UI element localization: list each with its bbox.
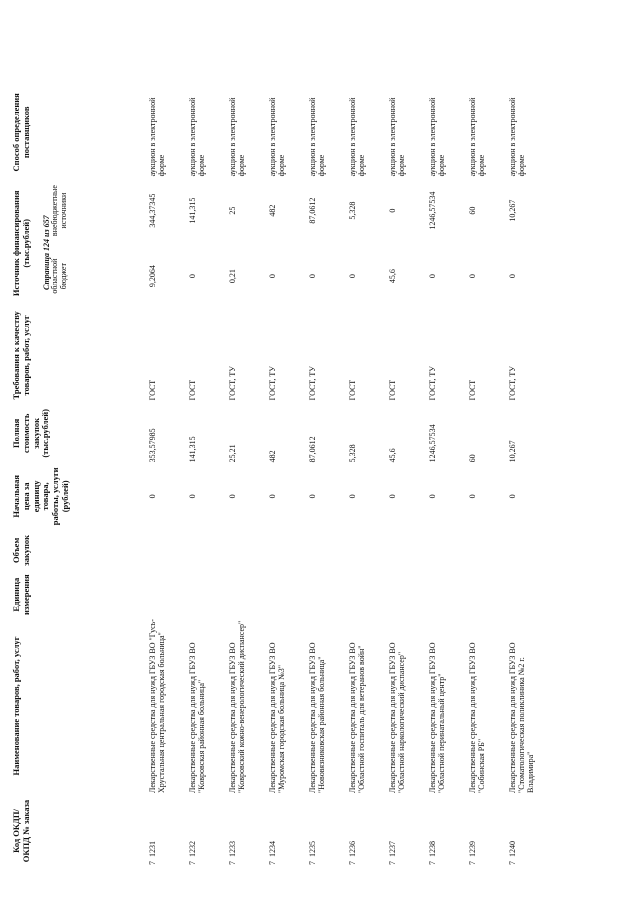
table-row bbox=[268, 86, 308, 867]
row-name: Лекарственные средства для нужд ГБУЗ ВО "Ковровская районная больница" bbox=[188, 642, 207, 793]
row-volume bbox=[388, 528, 428, 572]
row-volume bbox=[228, 528, 268, 572]
header-method: Способ определения поставщиков bbox=[11, 93, 31, 172]
header-source-split bbox=[50, 180, 68, 306]
row-method: аукцион в электронной форме bbox=[388, 97, 407, 177]
row-order: 1237 bbox=[388, 841, 397, 857]
row-unit bbox=[268, 572, 308, 617]
row-source-split bbox=[268, 180, 277, 306]
row-order: 1232 bbox=[188, 841, 197, 857]
row-total: 482 bbox=[268, 450, 277, 463]
row-name: Лекарственные средства для нужд ГБУЗ ВО "Стоматологическая поликлиника №2 г. Владимира" bbox=[508, 642, 536, 793]
row-price: 0 bbox=[348, 494, 357, 499]
row-source-split bbox=[308, 180, 317, 306]
row-code bbox=[508, 795, 548, 867]
table-row bbox=[428, 86, 468, 867]
row-unit bbox=[468, 572, 508, 617]
row-total: 60 bbox=[468, 454, 477, 463]
row-order: 1236 bbox=[348, 841, 357, 857]
row-method: аукцион в электронной форме bbox=[508, 97, 527, 177]
row-total: 141,315 bbox=[188, 436, 197, 463]
row-method: аукцион в электронной форме bbox=[148, 97, 167, 177]
row-price: 0 bbox=[428, 494, 437, 499]
header-source-title: Источник финансирования (тыс.рублей) bbox=[11, 190, 31, 297]
row-quality: ГОСТ, ТУ bbox=[228, 366, 237, 401]
header-row bbox=[10, 86, 148, 867]
row-source-split bbox=[348, 180, 357, 306]
row-order: 1231 bbox=[148, 841, 157, 857]
row-source bbox=[228, 178, 268, 308]
row-quality: ГОСТ bbox=[188, 379, 197, 401]
row-source bbox=[188, 178, 228, 308]
row-regional: 0,21 bbox=[228, 269, 237, 284]
table-row bbox=[388, 86, 428, 867]
row-price: 0 bbox=[188, 494, 197, 499]
row-source-split bbox=[188, 180, 197, 306]
row-source-split bbox=[428, 180, 437, 306]
row-order: 1233 bbox=[228, 841, 237, 857]
row-quality: ГОСТ, ТУ bbox=[308, 366, 317, 401]
row-regional: 0 bbox=[508, 274, 517, 279]
row-name: Лекарственные средства для нужд ГБУЗ ВО "Областной перинатальный центр" bbox=[428, 642, 447, 793]
row-code bbox=[268, 795, 308, 867]
header-name: Наименование товаров, работ, услуг bbox=[11, 636, 21, 776]
row-method: аукцион в электронной форме bbox=[188, 97, 207, 177]
row-regional: 0 bbox=[428, 274, 437, 279]
row-regional: 9,2064 bbox=[148, 265, 157, 288]
row-regional: 0 bbox=[188, 274, 197, 279]
row-method: аукцион в электронной форме bbox=[428, 97, 447, 177]
row-okdp: 7 bbox=[508, 861, 517, 865]
row-okdp: 7 bbox=[148, 861, 157, 865]
row-volume bbox=[348, 528, 388, 572]
row-extra: 0 bbox=[388, 208, 397, 213]
row-quality: ГОСТ bbox=[468, 379, 477, 401]
row-unit bbox=[388, 572, 428, 617]
row-okdp: 7 bbox=[388, 861, 397, 865]
row-volume bbox=[308, 528, 348, 572]
table-row bbox=[308, 86, 348, 867]
row-okdp: 7 bbox=[468, 861, 477, 865]
row-source bbox=[268, 178, 308, 308]
row-order: 1235 bbox=[308, 841, 317, 857]
row-source bbox=[468, 178, 508, 308]
header-unit: Единица измерения bbox=[11, 574, 31, 615]
row-quality: ГОСТ, ТУ bbox=[428, 366, 437, 401]
row-source-split bbox=[148, 180, 157, 306]
row-source bbox=[388, 178, 428, 308]
table-row bbox=[188, 86, 228, 867]
table-row bbox=[508, 86, 548, 867]
row-method: аукцион в электронной форме bbox=[348, 97, 367, 177]
row-unit bbox=[308, 572, 348, 617]
row-extra: 344,37345 bbox=[148, 193, 157, 228]
table-row bbox=[468, 86, 508, 867]
row-total: 25,21 bbox=[228, 444, 237, 463]
row-regional: 45,6 bbox=[388, 269, 397, 284]
row-extra: 10,267 bbox=[508, 199, 517, 222]
procurement-table bbox=[10, 86, 548, 867]
row-okdp: 7 bbox=[308, 861, 317, 865]
page-footer: Страница 124 из 657 bbox=[42, 215, 51, 290]
row-total: 5,328 bbox=[348, 444, 357, 463]
row-extra: 25 bbox=[228, 206, 237, 215]
header-price: Начальная цена за единицу товара, работы, услуги (рублей) bbox=[11, 467, 70, 526]
row-unit bbox=[508, 572, 548, 617]
row-name: Лекарственные средства для нужд ГБУЗ ВО "Ковровский кожно-венерологический диспансер" bbox=[228, 620, 247, 793]
header-regional: областной бюджет bbox=[49, 258, 68, 294]
row-name: Лекарственные средства для нужд ГБУЗ ВО "Гусь-Хрустальная центральная городская больница" bbox=[148, 619, 167, 793]
row-extra: 482 bbox=[268, 204, 277, 217]
row-quality: ГОСТ, ТУ bbox=[268, 366, 277, 401]
row-method: аукцион в электронной форме bbox=[228, 97, 247, 177]
row-extra: 1246,57534 bbox=[428, 191, 437, 230]
row-price: 0 bbox=[508, 494, 517, 499]
row-source-split bbox=[388, 180, 397, 306]
row-method: аукцион в электронной форме bbox=[308, 97, 327, 177]
row-volume bbox=[468, 528, 508, 572]
row-order: 1238 bbox=[428, 841, 437, 857]
row-extra: 60 bbox=[468, 206, 477, 215]
table-body bbox=[148, 86, 548, 867]
row-price: 0 bbox=[308, 494, 317, 499]
row-source bbox=[348, 178, 388, 308]
row-volume bbox=[148, 528, 188, 572]
row-source bbox=[148, 178, 188, 308]
row-total: 1246,57534 bbox=[428, 424, 437, 463]
row-name: Лекарственные средства для нужд ГБУЗ ВО "Муромская городская больница №3" bbox=[268, 642, 287, 793]
row-source bbox=[508, 178, 548, 308]
row-price: 0 bbox=[148, 494, 157, 499]
row-order: 1239 bbox=[468, 841, 477, 857]
row-method: аукцион в электронной форме bbox=[268, 97, 287, 177]
row-name: Лекарственные средства для нужд ГБУЗ ВО "Областной госпиталь для ветеранов войн" bbox=[348, 642, 367, 793]
row-quality: ГОСТ bbox=[148, 379, 157, 401]
row-order: 1234 bbox=[268, 841, 277, 857]
row-regional: 0 bbox=[308, 274, 317, 279]
row-okdp: 7 bbox=[348, 861, 357, 865]
row-price: 0 bbox=[388, 494, 397, 499]
row-okdp: 7 bbox=[228, 861, 237, 865]
row-name: Лекарственные средства для нужд ГБУЗ ВО "Собинская РБ" bbox=[468, 642, 487, 793]
row-price: 0 bbox=[268, 494, 277, 499]
header-extrabudget: внебюджетные источники bbox=[49, 185, 68, 237]
row-code bbox=[468, 795, 508, 867]
row-quality: ГОСТ bbox=[348, 379, 357, 401]
row-code bbox=[188, 795, 228, 867]
header-code: Код ОКДП/ ОКПД № заказа bbox=[11, 799, 31, 863]
row-source-split bbox=[508, 180, 517, 306]
header-volume: Объем закупок bbox=[11, 534, 31, 566]
row-total: 87,0612 bbox=[308, 436, 317, 463]
row-source bbox=[428, 178, 468, 308]
row-unit bbox=[428, 572, 468, 617]
row-okdp: 7 bbox=[188, 861, 197, 865]
row-okdp: 7 bbox=[268, 861, 277, 865]
header-total: Полная стоимость закупок (тыс.рублей) bbox=[11, 409, 51, 458]
row-unit bbox=[148, 572, 188, 617]
row-unit bbox=[348, 572, 388, 617]
row-extra: 87,0612 bbox=[308, 197, 317, 224]
row-regional: 0 bbox=[468, 274, 477, 279]
row-source-split bbox=[228, 180, 237, 306]
row-total: 353,57985 bbox=[148, 428, 157, 463]
header-source bbox=[10, 178, 148, 308]
row-price: 0 bbox=[228, 494, 237, 499]
row-code bbox=[428, 795, 468, 867]
row-total: 10,267 bbox=[508, 440, 517, 463]
table-row bbox=[148, 86, 188, 867]
row-code bbox=[388, 795, 428, 867]
row-unit bbox=[228, 572, 268, 617]
row-method: аукцион в электронной форме bbox=[468, 97, 487, 177]
row-quality: ГОСТ bbox=[388, 379, 397, 401]
row-source bbox=[308, 178, 348, 308]
row-volume bbox=[508, 528, 548, 572]
row-volume bbox=[188, 528, 228, 572]
row-extra: 5,328 bbox=[348, 201, 357, 220]
row-price: 0 bbox=[468, 494, 477, 499]
header-quality: Требования к качеству товаров, работ, услуг bbox=[11, 311, 31, 400]
row-source-split bbox=[468, 180, 477, 306]
row-code bbox=[228, 795, 268, 867]
row-volume bbox=[268, 528, 308, 572]
row-regional: 0 bbox=[348, 274, 357, 279]
row-quality: ГОСТ, ТУ bbox=[508, 366, 517, 401]
table-row bbox=[348, 86, 388, 867]
row-volume bbox=[428, 528, 468, 572]
row-name: Лекарственные средства для нужд ГБУЗ ВО "Нововязниковская районная больница" bbox=[308, 642, 327, 793]
row-code bbox=[308, 795, 348, 867]
row-name: Лекарственные средства для нужд ГБУЗ ВО "Областной наркологический диспансер" bbox=[388, 642, 407, 793]
row-extra: 141,315 bbox=[188, 197, 197, 224]
row-regional: 0 bbox=[268, 274, 277, 279]
row-total: 45,6 bbox=[388, 448, 397, 463]
table-row bbox=[228, 86, 268, 867]
row-okdp: 7 bbox=[428, 861, 437, 865]
row-unit bbox=[188, 572, 228, 617]
row-code bbox=[148, 795, 188, 867]
row-code bbox=[348, 795, 388, 867]
row-order: 1240 bbox=[508, 841, 517, 857]
